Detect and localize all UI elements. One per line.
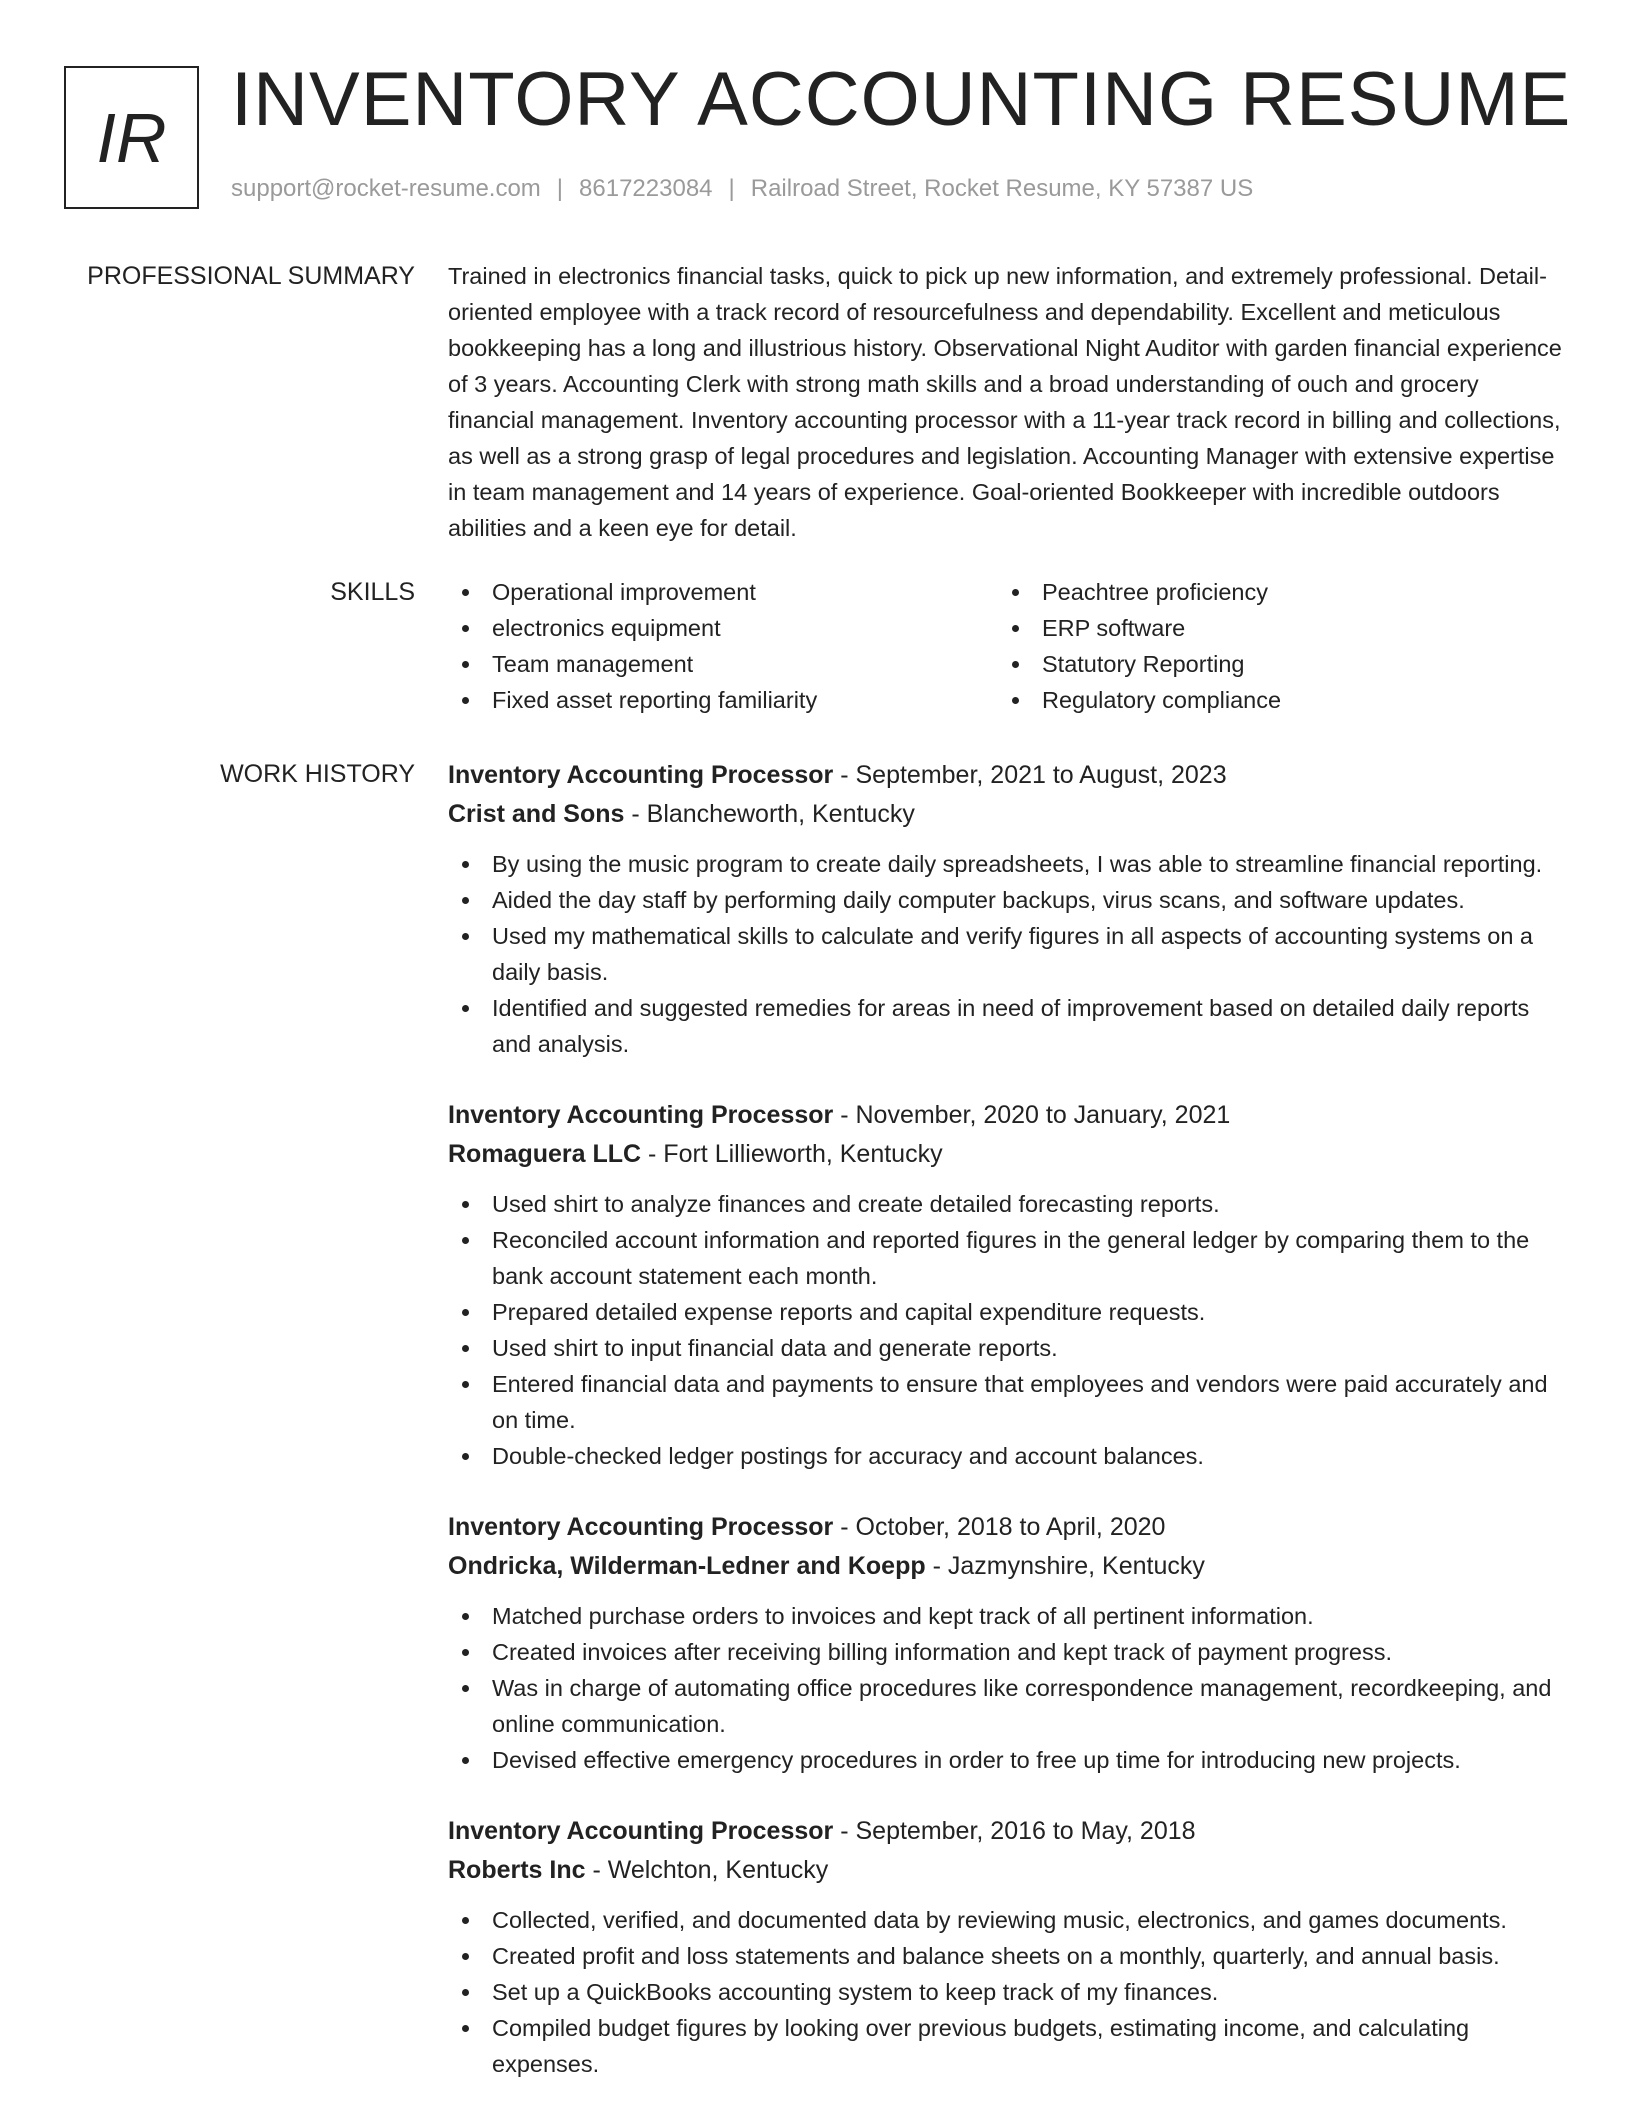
- contact-separator: |: [556, 175, 564, 202]
- job-duty: Was in charge of automating office procedures like correspondence management, recordkeeping, and online communication.: [448, 1670, 1568, 1742]
- skills-section: [0, 574, 1632, 713]
- monogram-text: IR: [96, 98, 167, 177]
- resume-title: INVENTORY ACCOUNTING RESUME: [231, 57, 1572, 142]
- job-duty: Entered financial data and payments to ensure that employees and vendors were paid accurately and on time.: [448, 1366, 1568, 1438]
- job-duty: Prepared detailed expense reports and capital expenditure requests.: [448, 1294, 1568, 1330]
- contact-phone: 8617223084: [579, 175, 713, 202]
- skills-list-left: [448, 574, 998, 718]
- job-duty: Created invoices after receiving billing information and kept track of payment progress.: [448, 1634, 1568, 1670]
- job-location: - Jazmynshire, Kentucky: [925, 1552, 1205, 1580]
- job-duty: Used shirt to input financial data and generate reports.: [448, 1330, 1568, 1366]
- skills-heading: SKILLS: [330, 578, 415, 606]
- contact-email: support@rocket-resume.com: [231, 175, 541, 202]
- job-entry: [448, 1812, 1568, 2082]
- job-duty: Used my mathematical skills to calculate and verify figures in all aspects of accounting systems on a daily basis.: [448, 918, 1568, 990]
- job-dates: - November, 2020 to January, 2021: [833, 1101, 1231, 1129]
- work-history-heading: WORK HISTORY: [220, 760, 415, 788]
- job-duties: [448, 1902, 1568, 2082]
- job-duty: Compiled budget figures by looking over previous budgets, estimating income, and calculating expenses.: [448, 2010, 1568, 2082]
- skill-item: ERP software: [998, 610, 1548, 646]
- job-company-line: [448, 795, 1568, 834]
- job-company: Crist and Sons: [448, 800, 625, 828]
- job-duty: Reconciled account information and reported figures in the general ledger by comparing them to the bank account statement each month.: [448, 1222, 1568, 1294]
- job-title-line: [448, 1508, 1568, 1547]
- job-entry: [448, 1096, 1568, 1474]
- job-title-line: [448, 1812, 1568, 1851]
- job-duty: Used shirt to analyze finances and create detailed forecasting reports.: [448, 1186, 1568, 1222]
- summary-heading: PROFESSIONAL SUMMARY: [87, 262, 415, 290]
- job-company-line: [448, 1851, 1568, 1890]
- contact-separator: |: [728, 175, 735, 202]
- monogram-logo: [64, 66, 199, 209]
- job-title: Inventory Accounting Processor: [448, 1817, 834, 1845]
- job-location: - Welchton, Kentucky: [585, 1856, 829, 1884]
- job-duties: [448, 1186, 1568, 1474]
- job-company-line: [448, 1135, 1568, 1174]
- skill-item: electronics equipment: [448, 610, 998, 646]
- job-entry: [448, 756, 1568, 1062]
- skill-item: Statutory Reporting: [998, 646, 1548, 682]
- skill-item: Operational improvement: [448, 574, 998, 610]
- work-history-body: [448, 756, 1568, 2112]
- work-history-section: [0, 756, 1632, 2077]
- skills-body: [448, 574, 1568, 718]
- skill-item: Regulatory compliance: [998, 682, 1548, 718]
- skills-list-right: [998, 574, 1548, 718]
- contact-address: Railroad Street, Rocket Resume, KY 57387 US: [750, 175, 1254, 202]
- job-duties: [448, 846, 1568, 1062]
- job-duty: By using the music program to create daily spreadsheets, I was able to streamline financial reporting.: [448, 846, 1568, 882]
- job-duty: Aided the day staff by performing daily computer backups, virus scans, and software updates.: [448, 882, 1568, 918]
- job-entry: [448, 1508, 1568, 1778]
- job-duty: Collected, verified, and documented data by reviewing music, electronics, and games documents.: [448, 1902, 1568, 1938]
- job-dates: - September, 2021 to August, 2023: [833, 761, 1227, 789]
- job-company: Roberts Inc: [448, 1856, 586, 1884]
- job-duty: Double-checked ledger postings for accuracy and account balances.: [448, 1438, 1568, 1474]
- job-title: Inventory Accounting Processor: [448, 1101, 834, 1129]
- job-dates: - September, 2016 to May, 2018: [833, 1817, 1196, 1845]
- job-company-line: [448, 1547, 1568, 1586]
- job-location: - Blancheworth, Kentucky: [624, 800, 915, 828]
- job-duty: Matched purchase orders to invoices and kept track of all pertinent information.: [448, 1598, 1568, 1634]
- contact-line: [231, 175, 1253, 203]
- summary-section: [0, 258, 1632, 541]
- summary-text: Trained in electronics financial tasks, quick to pick up new information, and extremely professional. Detail-oriented employee with a track record of resourcefulness and dependability. Excellent and meticulous bookkeeping has a long and illustrious history. Observational Night Auditor with garden financial experience of 3 years. Accounting Clerk with strong math skills and a broad understanding of ouch and grocery financial management. Inventory accounting processor with a 11-year track record in billing and collections, as well as a strong grasp of legal procedures and legislation. Accounting Manager with extensive expertise in team management and 14 years of experience. Goal-oriented Bookkeeper with incredible outdoors abilities and a keen eye for detail.: [448, 263, 1562, 541]
- job-company: Ondricka, Wilderman-Ledner and Koepp: [448, 1552, 926, 1580]
- job-title-line: [448, 756, 1568, 795]
- skill-item: Fixed asset reporting familiarity: [448, 682, 998, 718]
- job-duty: Devised effective emergency procedures in order to free up time for introducing new projects.: [448, 1742, 1568, 1778]
- job-title: Inventory Accounting Processor: [448, 1513, 834, 1541]
- job-duty: Identified and suggested remedies for areas in need of improvement based on detailed daily reports and analysis.: [448, 990, 1568, 1062]
- job-duty: Created profit and loss statements and balance sheets on a monthly, quarterly, and annual basis.: [448, 1938, 1568, 1974]
- skill-item: Team management: [448, 646, 998, 682]
- skill-item: Peachtree proficiency: [998, 574, 1548, 610]
- job-title: Inventory Accounting Processor: [448, 761, 834, 789]
- summary-body: [448, 258, 1568, 546]
- job-duty: Set up a QuickBooks accounting system to keep track of my finances.: [448, 1974, 1568, 2010]
- job-title-line: [448, 1096, 1568, 1135]
- job-company: Romaguera LLC: [448, 1140, 642, 1168]
- job-duties: [448, 1598, 1568, 1778]
- job-location: - Fort Lillieworth, Kentucky: [641, 1140, 943, 1168]
- job-dates: - October, 2018 to April, 2020: [833, 1513, 1166, 1541]
